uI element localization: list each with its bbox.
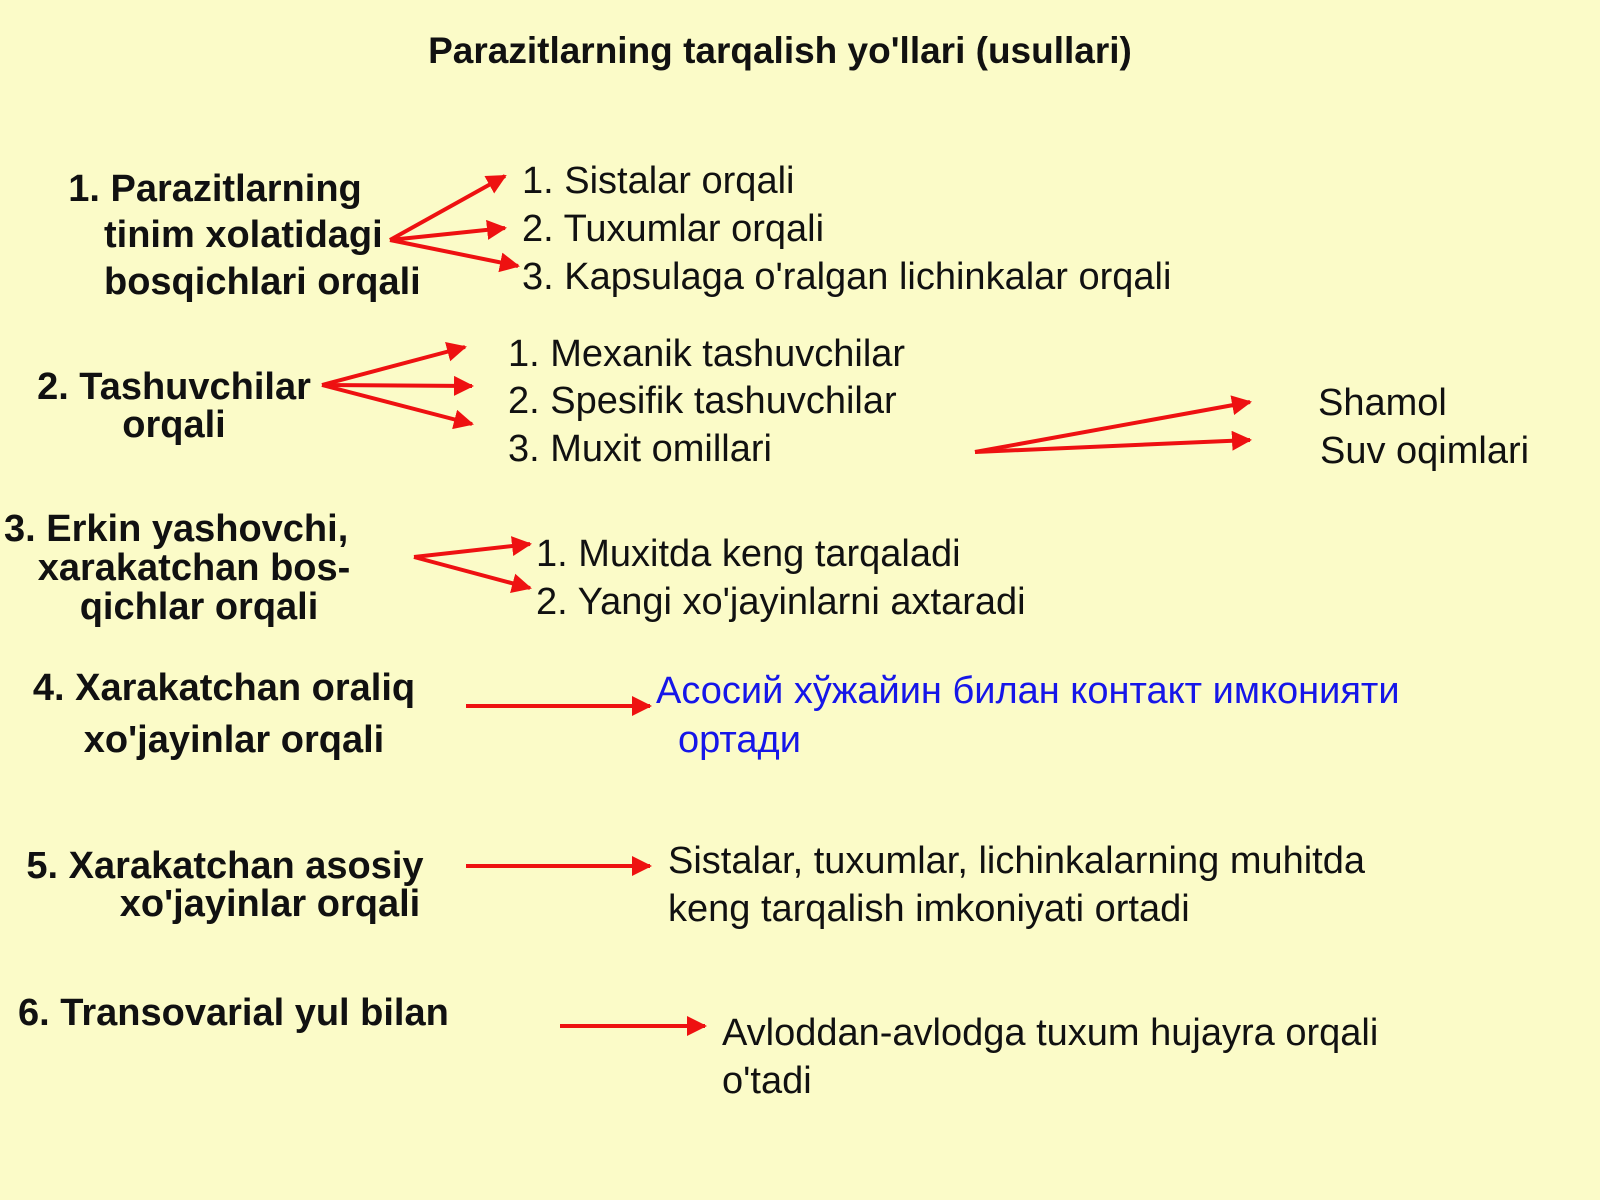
group-5-item-line-1: Sistalar, tuxumlar, lichinkalarning muhitda — [668, 840, 1366, 882]
group-2-item-3: 3. Muxit omillari — [508, 428, 772, 470]
arrow-2-2 — [322, 385, 472, 386]
category-3-line-1: 3. Erkin yashovchi, — [4, 508, 349, 550]
category-5-line-2: xo'jayinlar orqali — [119, 883, 421, 926]
group-1-item-1: 1. Sistalar orqali — [522, 160, 795, 202]
group-3-item-2: 2. Yangi xo'jayinlarni axtaradi — [536, 581, 1026, 623]
category-2-line-2: orqali — [122, 404, 226, 447]
group-2-subitem-1: Shamol — [1318, 382, 1447, 424]
group-4-item-line-1: Асосий хўжайин билан контакт имконияти — [656, 670, 1400, 712]
category-1-line-2: tinim xolatidagi — [104, 214, 383, 257]
arrow-2-3 — [322, 385, 472, 424]
group-4-item-line-2: ортади — [678, 719, 801, 761]
category-4-line-1: 4. Xarakatchan oraliq — [32, 667, 416, 709]
arrow-3-1 — [414, 544, 530, 557]
arrow-2-1 — [322, 347, 465, 385]
category-6-line-1: 6. Transovarial yul bilan — [18, 992, 449, 1034]
group-6-item-line-1: Avloddan-avlodga tuxum hujayra orqali — [722, 1012, 1379, 1054]
category-3-line-2: xarakatchan bos- — [37, 546, 351, 589]
category-4-line-2: xo'jayinlar orqali — [83, 719, 385, 762]
category-2-line-1: 2. Tashuvchilar — [37, 366, 311, 408]
arrow-3-2 — [414, 557, 530, 588]
category-5-line-1: 5. Xarakatchan asosiy — [26, 845, 424, 887]
group-2-subitem-2: Suv oqimlari — [1320, 430, 1530, 472]
group-5-item-line-2: keng tarqalish imkoniyati ortadi — [668, 888, 1190, 930]
diagram-title: Parazitlarning tarqalish yo'llari (usullari) — [428, 30, 1132, 71]
group-6-item-line-2: o'tadi — [722, 1060, 812, 1102]
group-1-item-2: 2. Tuxumlar orqali — [522, 208, 825, 250]
arrow-1-3 — [390, 240, 518, 266]
group-3-item-1: 1. Muxitda keng tarqaladi — [536, 533, 961, 575]
category-1-line-3: bosqichlari orqali — [104, 260, 421, 303]
category-3-line-3: qichlar orqali — [79, 585, 319, 628]
group-2-item-1: 1. Mexanik tashuvchilar — [508, 333, 906, 375]
group-2-item-2: 2. Spesifik tashuvchilar — [508, 380, 897, 422]
group-1-item-3: 3. Kapsulaga o'ralgan lichinkalar orqali — [522, 256, 1172, 298]
category-1-line-1: 1. Parazitlarning — [68, 168, 362, 210]
